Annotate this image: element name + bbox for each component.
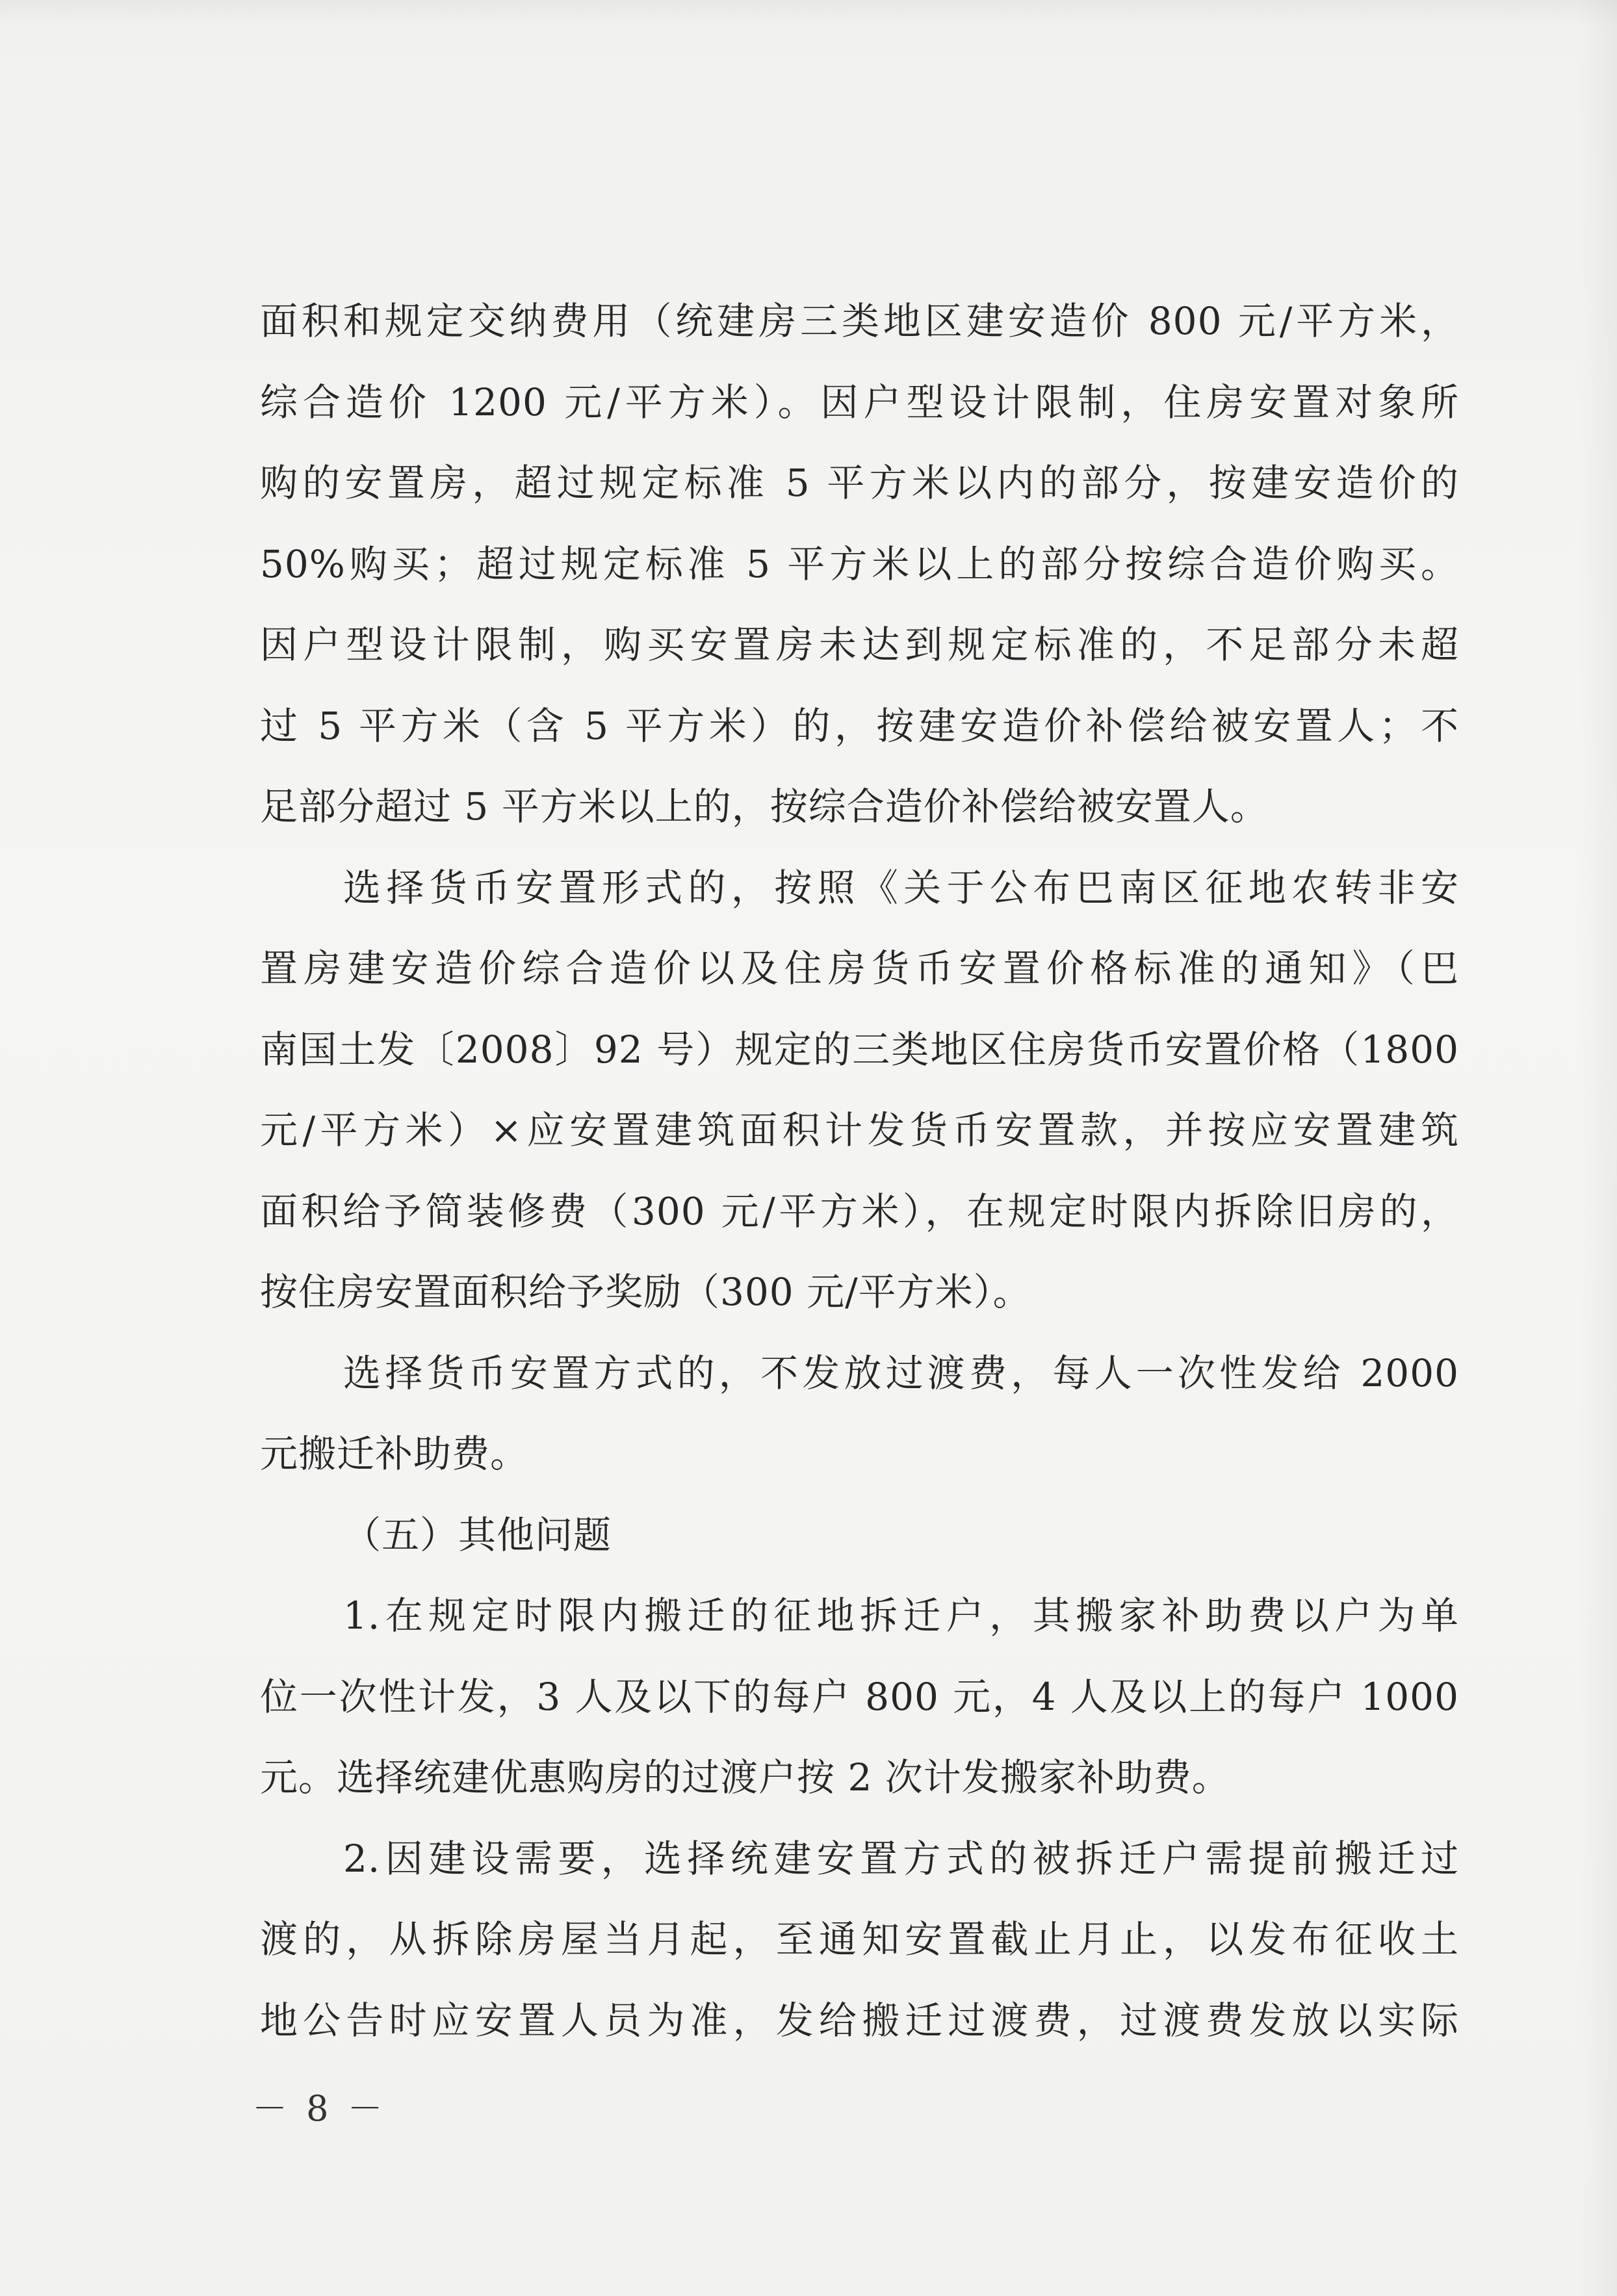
text-line: 位一次性计发，3 人及以下的每户 800 元，4 人及以上的每户 1000 xyxy=(260,1674,1459,1719)
text-line: 购的安置房，超过规定标准 5 平方米以内的部分，按建安造价的 xyxy=(260,461,1459,505)
text-line: 因户型设计限制，购买安置房未达到规定标准的，不足部分未超 xyxy=(260,623,1459,667)
section-heading: （五）其他问题 xyxy=(343,1512,612,1557)
text-line: 元/平方米）×应安置建筑面积计发货币安置款，并按应安置建筑 xyxy=(260,1108,1459,1152)
text-line: 选择货币安置形式的，按照《关于公布巴南区征地农转非安 xyxy=(343,865,1459,910)
text-line: 2.因建设需要，选择统建安置方式的被拆迁户需提前搬迁过 xyxy=(343,1836,1459,1881)
text-line: 过 5 平方米（含 5 平方米）的，按建安造价补偿给被安置人；不 xyxy=(260,703,1459,748)
scan-edge-top xyxy=(0,0,1617,26)
text-line: 元。选择统建优惠购房的过渡户按 2 次计发搬家补助费。 xyxy=(260,1755,1230,1799)
text-line: 南国土发〔2008〕92 号）规定的三类地区住房货币安置价格（1800 xyxy=(260,1027,1459,1072)
text-line: 元搬迁补助费。 xyxy=(260,1432,529,1476)
text-line: 选择货币安置方式的，不发放过渡费，每人一次性发给 2000 xyxy=(343,1350,1459,1395)
text-line: 面积给予简装修费（300 元/平方米），在规定时限内拆除旧房的， xyxy=(260,1189,1459,1233)
text-line: 置房建安造价综合造价以及住房货币安置价格标准的通知》（巴 xyxy=(260,946,1459,990)
scan-edge-right xyxy=(1578,0,1617,2296)
text-line: 50%购买；超过规定标准 5 平方米以上的部分按综合造价购买。 xyxy=(260,541,1459,586)
page-number: － 8 － xyxy=(252,2088,387,2129)
text-line: 1.在规定时限内搬迁的征地拆迁户，其搬家补助费以户为单 xyxy=(343,1593,1459,1638)
text-line: 综合造价 1200 元/平方米）。因户型设计限制，住房安置对象所 xyxy=(260,380,1459,424)
text-line: 按住房安置面积给予奖励（300 元/平方米）。 xyxy=(260,1270,1031,1314)
text-line: 面积和规定交纳费用（统建房三类地区建安造价 800 元/平方米， xyxy=(260,299,1459,343)
body-text xyxy=(260,281,1459,2061)
text-line: 渡的，从拆除房屋当月起，至通知安置截止月止，以发布征收土 xyxy=(260,1917,1459,1961)
text-line: 地公告时应安置人员为准，发给搬迁过渡费，过渡费发放以实际 xyxy=(260,1998,1459,2043)
text-line: 足部分超过 5 平方米以上的，按综合造价补偿给被安置人。 xyxy=(260,784,1269,829)
